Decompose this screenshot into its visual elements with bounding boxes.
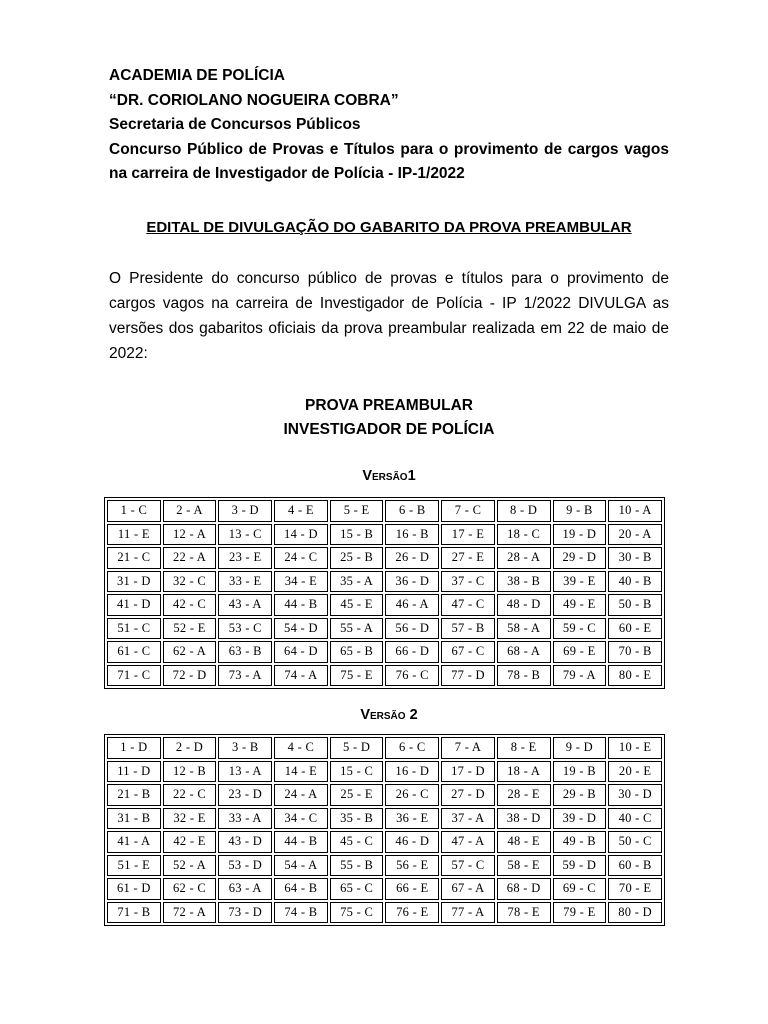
- answer-cell: 15 - C: [330, 761, 384, 783]
- answer-cell: 26 - D: [385, 547, 439, 569]
- answer-cell: 64 - B: [274, 878, 328, 900]
- answer-cell: 31 - D: [107, 571, 161, 593]
- answer-cell: 34 - E: [274, 571, 328, 593]
- answer-cell: 11 - E: [107, 524, 161, 546]
- answer-cell: 76 - E: [385, 902, 439, 924]
- answer-cell: 25 - B: [330, 547, 384, 569]
- answer-cell: 2 - D: [163, 737, 217, 759]
- answer-cell: 33 - A: [218, 808, 272, 830]
- answer-cell: 10 - E: [608, 737, 662, 759]
- prova-heading: [109, 394, 669, 442]
- answer-cell: 61 - C: [107, 641, 161, 663]
- answer-cell: 18 - A: [497, 761, 551, 783]
- answer-row: [107, 878, 662, 900]
- answer-cell: 71 - C: [107, 665, 161, 687]
- answer-cell: 53 - D: [218, 855, 272, 877]
- version-1-title: Versão1: [362, 468, 416, 484]
- answer-cell: 28 - A: [497, 547, 551, 569]
- answer-row: [107, 902, 662, 924]
- answer-cell: 12 - A: [163, 524, 217, 546]
- answer-cell: 37 - C: [441, 571, 495, 593]
- answer-cell: 58 - A: [497, 618, 551, 640]
- answer-cell: 23 - E: [218, 547, 272, 569]
- answer-cell: 5 - D: [330, 737, 384, 759]
- answer-row: [107, 808, 662, 830]
- answer-cell: 35 - B: [330, 808, 384, 830]
- answer-cell: 66 - D: [385, 641, 439, 663]
- answer-cell: 25 - E: [330, 784, 384, 806]
- answer-cell: 3 - D: [218, 500, 272, 522]
- answer-cell: 60 - B: [608, 855, 662, 877]
- answer-cell: 72 - D: [163, 665, 217, 687]
- answer-cell: 77 - D: [441, 665, 495, 687]
- answer-cell: 62 - C: [163, 878, 217, 900]
- answer-cell: 24 - C: [274, 547, 328, 569]
- answer-cell: 70 - E: [608, 878, 662, 900]
- answer-cell: 30 - D: [608, 784, 662, 806]
- answer-row: [107, 547, 662, 569]
- answer-cell: 59 - D: [553, 855, 607, 877]
- answer-row: [107, 524, 662, 546]
- answer-cell: 12 - B: [163, 761, 217, 783]
- answer-cell: 44 - B: [274, 594, 328, 616]
- answer-key-table-version-1: [104, 497, 665, 689]
- answer-cell: 3 - B: [218, 737, 272, 759]
- answer-cell: 1 - C: [107, 500, 161, 522]
- answer-cell: 69 - C: [553, 878, 607, 900]
- answer-cell: 54 - A: [274, 855, 328, 877]
- answer-cell: 47 - A: [441, 831, 495, 853]
- answer-cell: 8 - E: [497, 737, 551, 759]
- answer-cell: 17 - E: [441, 524, 495, 546]
- prova-subtitle: INVESTIGADOR DE POLÍCIA: [283, 421, 495, 438]
- contest-career: na carreira de Investigador de Polícia - IP-1/2022: [109, 165, 465, 182]
- answer-cell: 10 - A: [608, 500, 662, 522]
- answer-cell: 31 - B: [107, 808, 161, 830]
- answer-cell: 48 - E: [497, 831, 551, 853]
- answer-cell: 80 - E: [608, 665, 662, 687]
- answer-cell: 58 - E: [497, 855, 551, 877]
- answer-cell: 70 - B: [608, 641, 662, 663]
- answer-cell: 63 - A: [218, 878, 272, 900]
- answer-cell: 20 - A: [608, 524, 662, 546]
- answer-row: [107, 831, 662, 853]
- answer-cell: 1 - D: [107, 737, 161, 759]
- answer-cell: 29 - B: [553, 784, 607, 806]
- answer-cell: 14 - E: [274, 761, 328, 783]
- answer-cell: 47 - C: [441, 594, 495, 616]
- answer-cell: 18 - C: [497, 524, 551, 546]
- answer-cell: 39 - E: [553, 571, 607, 593]
- answer-cell: 74 - B: [274, 902, 328, 924]
- answer-cell: 79 - A: [553, 665, 607, 687]
- answer-cell: 66 - E: [385, 878, 439, 900]
- answer-cell: 22 - C: [163, 784, 217, 806]
- answer-cell: 80 - D: [608, 902, 662, 924]
- answer-cell: 15 - B: [330, 524, 384, 546]
- answer-cell: 40 - C: [608, 808, 662, 830]
- answer-cell: 75 - C: [330, 902, 384, 924]
- answer-cell: 61 - D: [107, 878, 161, 900]
- answer-cell: 72 - A: [163, 902, 217, 924]
- answer-cell: 57 - B: [441, 618, 495, 640]
- edital-title: EDITAL DE DIVULGAÇÃO DO GABARITO DA PROVA PREAMBULAR: [146, 219, 632, 236]
- answer-row: [107, 737, 662, 759]
- answer-cell: 49 - B: [553, 831, 607, 853]
- answer-cell: 49 - E: [553, 594, 607, 616]
- answer-cell: 79 - E: [553, 902, 607, 924]
- intro-paragraph: O Presidente do concurso público de provas e títulos para o provimento de cargos vagos na carreira de Investigador de Polícia - IP 1/2022 DIVULGA as versões dos gabaritos oficiais da prova preambular realizada em 22 de maio de 2022:: [109, 270, 669, 362]
- answer-cell: 24 - A: [274, 784, 328, 806]
- answer-cell: 78 - E: [497, 902, 551, 924]
- answer-cell: 21 - B: [107, 784, 161, 806]
- answer-cell: 37 - A: [441, 808, 495, 830]
- answer-cell: 44 - B: [274, 831, 328, 853]
- answer-cell: 57 - C: [441, 855, 495, 877]
- answer-cell: 55 - A: [330, 618, 384, 640]
- answer-key-table-version-2: [104, 734, 665, 926]
- answer-cell: 13 - C: [218, 524, 272, 546]
- answer-cell: 53 - C: [218, 618, 272, 640]
- answer-cell: 51 - E: [107, 855, 161, 877]
- answer-cell: 39 - D: [553, 808, 607, 830]
- answer-cell: 60 - E: [608, 618, 662, 640]
- answer-cell: 51 - C: [107, 618, 161, 640]
- answer-cell: 17 - D: [441, 761, 495, 783]
- answer-cell: 30 - B: [608, 547, 662, 569]
- answer-cell: 46 - A: [385, 594, 439, 616]
- answer-cell: 50 - C: [608, 831, 662, 853]
- answer-cell: 29 - D: [553, 547, 607, 569]
- answer-cell: 16 - D: [385, 761, 439, 783]
- answer-row: [107, 641, 662, 663]
- answer-cell: 32 - E: [163, 808, 217, 830]
- answer-row: [107, 571, 662, 593]
- answer-cell: 9 - D: [553, 737, 607, 759]
- answer-row: [107, 855, 662, 877]
- answer-cell: 73 - D: [218, 902, 272, 924]
- answer-cell: 52 - E: [163, 618, 217, 640]
- answer-cell: 38 - B: [497, 571, 551, 593]
- answer-cell: 32 - C: [163, 571, 217, 593]
- answer-cell: 8 - D: [497, 500, 551, 522]
- answer-cell: 73 - A: [218, 665, 272, 687]
- answer-cell: 20 - E: [608, 761, 662, 783]
- answer-cell: 5 - E: [330, 500, 384, 522]
- document-header: [109, 64, 669, 187]
- version-2-title: Versão 2: [360, 707, 418, 723]
- academy-name: ACADEMIA DE POLÍCIA: [109, 67, 285, 84]
- answer-cell: 33 - E: [218, 571, 272, 593]
- answer-cell: 55 - B: [330, 855, 384, 877]
- answer-cell: 63 - B: [218, 641, 272, 663]
- answer-cell: 23 - D: [218, 784, 272, 806]
- prova-title: PROVA PREAMBULAR: [305, 397, 473, 414]
- answer-cell: 41 - A: [107, 831, 161, 853]
- answer-cell: 59 - C: [553, 618, 607, 640]
- answer-cell: 2 - A: [163, 500, 217, 522]
- answer-cell: 26 - C: [385, 784, 439, 806]
- answer-cell: 52 - A: [163, 855, 217, 877]
- answer-cell: 4 - C: [274, 737, 328, 759]
- answer-row: [107, 500, 662, 522]
- answer-cell: 14 - D: [274, 524, 328, 546]
- answer-cell: 50 - B: [608, 594, 662, 616]
- answer-cell: 6 - B: [385, 500, 439, 522]
- answer-cell: 19 - D: [553, 524, 607, 546]
- answer-row: [107, 665, 662, 687]
- answer-cell: 43 - A: [218, 594, 272, 616]
- answer-cell: 21 - C: [107, 547, 161, 569]
- answer-cell: 16 - B: [385, 524, 439, 546]
- answer-cell: 6 - C: [385, 737, 439, 759]
- answer-cell: 78 - B: [497, 665, 551, 687]
- answer-cell: 46 - D: [385, 831, 439, 853]
- answer-cell: 11 - D: [107, 761, 161, 783]
- answer-cell: 41 - D: [107, 594, 161, 616]
- answer-cell: 45 - E: [330, 594, 384, 616]
- answer-row: [107, 784, 662, 806]
- answer-cell: 68 - A: [497, 641, 551, 663]
- answer-row: [107, 761, 662, 783]
- answer-cell: 67 - C: [441, 641, 495, 663]
- academy-patron: “DR. CORIOLANO NOGUEIRA COBRA”: [109, 91, 399, 109]
- contest-description: Concurso Público de Provas e Títulos para o provimento de cargos vagos: [109, 140, 669, 158]
- answer-cell: 22 - A: [163, 547, 217, 569]
- answer-cell: 36 - D: [385, 571, 439, 593]
- answer-cell: 65 - B: [330, 641, 384, 663]
- answer-cell: 54 - D: [274, 618, 328, 640]
- answer-cell: 35 - A: [330, 571, 384, 593]
- answer-cell: 48 - D: [497, 594, 551, 616]
- answer-cell: 45 - C: [330, 831, 384, 853]
- answer-cell: 9 - B: [553, 500, 607, 522]
- answer-cell: 64 - D: [274, 641, 328, 663]
- answer-cell: 62 - A: [163, 641, 217, 663]
- answer-cell: 68 - D: [497, 878, 551, 900]
- answer-cell: 4 - E: [274, 500, 328, 522]
- answer-cell: 27 - E: [441, 547, 495, 569]
- answer-row: [107, 594, 662, 616]
- department-name: Secretaria de Concursos Públicos: [109, 116, 361, 133]
- answer-cell: 28 - E: [497, 784, 551, 806]
- answer-cell: 75 - E: [330, 665, 384, 687]
- answer-cell: 67 - A: [441, 878, 495, 900]
- answer-cell: 69 - E: [553, 641, 607, 663]
- answer-cell: 7 - A: [441, 737, 495, 759]
- answer-cell: 38 - D: [497, 808, 551, 830]
- answer-cell: 43 - D: [218, 831, 272, 853]
- answer-cell: 42 - C: [163, 594, 217, 616]
- answer-cell: 19 - B: [553, 761, 607, 783]
- answer-row: [107, 618, 662, 640]
- answer-cell: 27 - D: [441, 784, 495, 806]
- answer-cell: 71 - B: [107, 902, 161, 924]
- answer-cell: 56 - E: [385, 855, 439, 877]
- answer-cell: 74 - A: [274, 665, 328, 687]
- answer-cell: 77 - A: [441, 902, 495, 924]
- answer-cell: 7 - C: [441, 500, 495, 522]
- answer-cell: 56 - D: [385, 618, 439, 640]
- answer-cell: 42 - E: [163, 831, 217, 853]
- answer-cell: 65 - C: [330, 878, 384, 900]
- answer-cell: 13 - A: [218, 761, 272, 783]
- answer-cell: 34 - C: [274, 808, 328, 830]
- answer-cell: 40 - B: [608, 571, 662, 593]
- answer-cell: 76 - C: [385, 665, 439, 687]
- answer-cell: 36 - E: [385, 808, 439, 830]
